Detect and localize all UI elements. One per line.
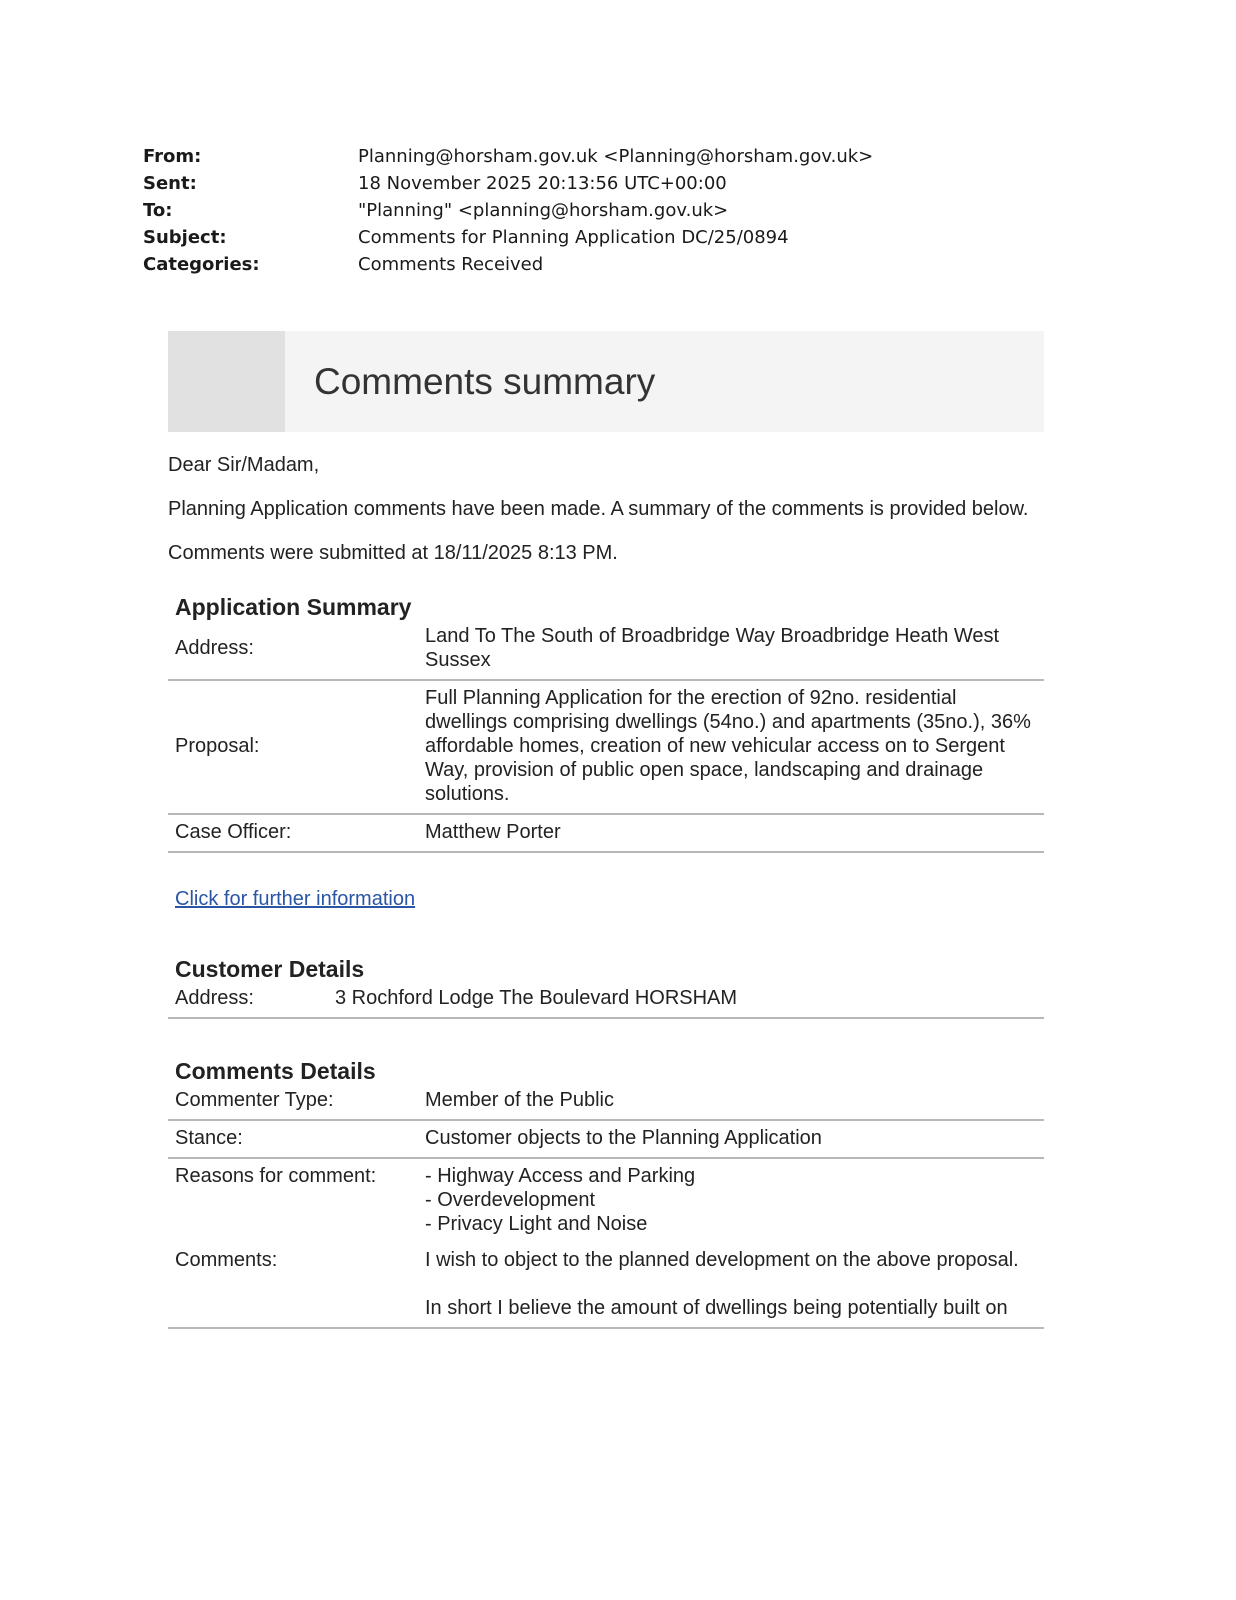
email-header	[143, 143, 873, 278]
sent-label: Sent:	[143, 173, 197, 194]
table-row	[168, 981, 1044, 1018]
subject-row	[143, 224, 873, 251]
table-row	[168, 680, 1044, 814]
categories-value: Comments Received	[358, 254, 544, 275]
further-info-row	[168, 887, 1044, 911]
banner-title: Comments summary	[314, 360, 656, 402]
categories-label: Categories:	[143, 254, 260, 275]
from-label: From:	[143, 146, 202, 167]
categories-row	[143, 251, 873, 278]
table-row	[168, 1083, 1044, 1120]
comment-paragraph: In short I believe the amount of dwellings being potentially built on	[425, 1297, 1008, 1319]
proposal-label: Proposal:	[168, 680, 418, 814]
address-value: Land To The South of Broadbridge Way Broadbridge Heath West Sussex	[418, 619, 1044, 680]
further-info-link[interactable]: Click for further information	[175, 888, 416, 910]
sent-row	[143, 170, 873, 197]
application-summary-title: Application Summary	[175, 594, 412, 620]
proposal-value: Full Planning Application for the erection of 92no. residential dwellings comprising dwellings (54no.) and apartments (35no.), 36% affordable homes, creation of new vehicular access on to Sergent Way, provision of public open space, landscaping and drainage solutions.	[418, 680, 1044, 814]
commenter-type-value: Member of the Public	[418, 1083, 1044, 1120]
comments-value	[418, 1243, 1044, 1328]
banner-content	[285, 331, 1044, 432]
reasons-list	[418, 1158, 1044, 1243]
customer-details-title: Customer Details	[175, 956, 365, 982]
reasons-label: Reasons for comment:	[175, 1165, 377, 1187]
customer-details-table	[168, 981, 1044, 1019]
subject-value: Comments for Planning Application DC/25/0894	[358, 227, 789, 248]
summary-banner	[168, 331, 1044, 432]
case-officer-value: Matthew Porter	[418, 814, 1044, 852]
comments-details-table	[168, 1083, 1044, 1329]
table-row	[168, 1120, 1044, 1158]
subject-label: Subject:	[143, 227, 227, 248]
from-row	[143, 143, 873, 170]
table-row	[168, 1243, 1044, 1328]
email-body	[168, 331, 1044, 1329]
submitted-text: Comments were submitted at 18/11/2025 8:13 PM.	[168, 542, 618, 564]
greeting: Dear Sir/Madam,	[168, 454, 320, 476]
comments-details-title: Comments Details	[175, 1058, 376, 1084]
stance-label: Stance:	[168, 1120, 418, 1158]
customer-address-value: 3 Rochford Lodge The Boulevard HORSHAM	[328, 981, 1044, 1018]
stance-value: Customer objects to the Planning Application	[418, 1120, 1044, 1158]
to-row	[143, 197, 873, 224]
to-label: To:	[143, 200, 173, 221]
table-row	[168, 814, 1044, 852]
case-officer-label: Case Officer:	[168, 814, 418, 852]
reason-item: - Overdevelopment	[425, 1189, 596, 1211]
to-value: "Planning" <planning@horsham.gov.uk>	[358, 200, 729, 221]
from-value: Planning@horsham.gov.uk <Planning@horsham.gov.uk>	[358, 146, 874, 167]
sent-value: 18 November 2025 20:13:56 UTC+00:00	[358, 173, 727, 194]
intro-text: Planning Application comments have been made. A summary of the comments is provided below.	[168, 498, 1029, 520]
commenter-type-label: Commenter Type:	[168, 1083, 418, 1120]
address-label: Address:	[168, 619, 418, 680]
customer-address-label: Address:	[168, 981, 328, 1018]
comment-paragraph: I wish to object to the planned development on the above proposal.	[425, 1249, 1019, 1271]
reason-item: - Privacy Light and Noise	[425, 1213, 648, 1235]
table-row	[168, 619, 1044, 680]
table-row	[168, 1158, 1044, 1243]
reason-item: - Highway Access and Parking	[425, 1165, 696, 1187]
application-summary-table	[168, 619, 1044, 853]
comments-label: Comments:	[168, 1243, 418, 1328]
banner-accent	[168, 331, 285, 432]
